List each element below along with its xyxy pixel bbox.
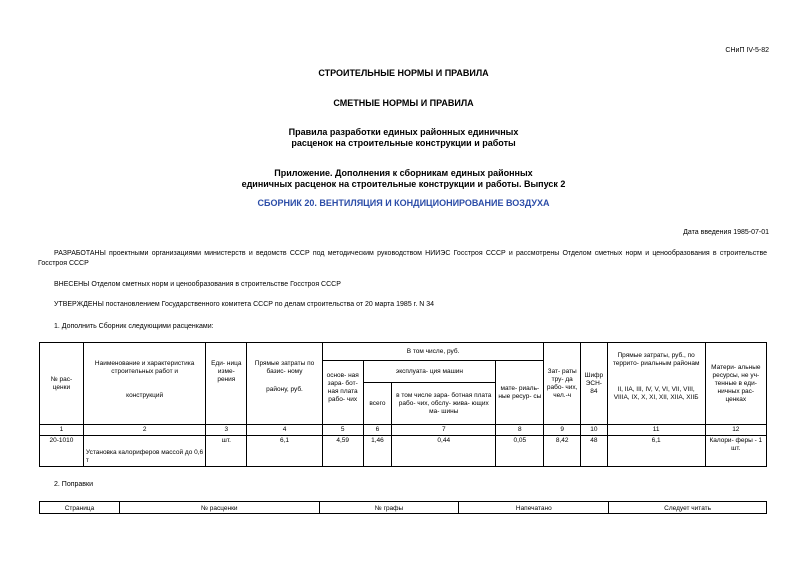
- intro-date: Дата введения 1985-07-01: [683, 229, 769, 236]
- header-labor-costs: Зат- раты тру- да рабо- чих, чел.-ч: [544, 343, 581, 425]
- header-work-name: [83, 343, 206, 425]
- title-estimate-norms: СМЕТНЫЕ НОРМЫ И ПРАВИЛА: [333, 98, 474, 108]
- cell-work-name: Установка калориферов массой до 0,6 т: [83, 436, 206, 467]
- column-number: 6: [363, 425, 392, 436]
- cell-machine-operator-wage: 0,44: [392, 436, 496, 467]
- cell-unaccounted-materials: Калори- феры - 1 шт.: [705, 436, 766, 467]
- column-number: 5: [322, 425, 363, 436]
- cell-rate-number: 20-1010: [40, 436, 84, 467]
- header-unit: Еди- ница изме- рения: [206, 343, 247, 425]
- header-direct-costs: [247, 343, 323, 425]
- header-regional-costs-line1: Прямые затраты, руб., по террито- риальным районам: [612, 352, 700, 367]
- title-appendix-line1: Приложение. Дополнения к сборникам единых районных: [274, 168, 533, 178]
- header-machine-operator-wage: в том числе зара- ботная плата рабо- чих, обслу- жива- ющих ма- шины: [392, 383, 496, 425]
- cell-labor-costs: 8,42: [544, 436, 581, 467]
- paragraph-item1: 1. Дополнить Сборник следующими расценками:: [54, 323, 214, 330]
- header-base-wage: основ- ная зара- бот- ная плата рабо- чих: [322, 361, 363, 425]
- column-number: 1: [40, 425, 84, 436]
- column-numbers-row: [40, 425, 767, 436]
- header-including: В том числе, руб.: [322, 343, 544, 361]
- cell-material-resources: 0,05: [496, 436, 544, 467]
- column-number: 11: [607, 425, 705, 436]
- column-number: 7: [392, 425, 496, 436]
- table-row: [40, 436, 767, 467]
- header-column-number: № графы: [319, 502, 459, 514]
- column-number: 2: [83, 425, 206, 436]
- header-machine-operation: эксплуата- ция машин: [363, 361, 496, 383]
- cell-esn-code: 48: [581, 436, 608, 467]
- column-number: 9: [544, 425, 581, 436]
- rates-table: [39, 342, 767, 467]
- header-should-read: Следует читать: [609, 502, 767, 514]
- cell-direct-costs: 6,1: [247, 436, 323, 467]
- title-rules: [0, 127, 807, 149]
- cell-unit: шт.: [206, 436, 247, 467]
- cell-regional-costs: 6,1: [607, 436, 705, 467]
- corrections-table: [39, 501, 767, 514]
- header-work-name-line2: конструкций: [126, 392, 164, 399]
- header-esn-code: Шифр ЭСН- 84: [581, 343, 608, 425]
- document-code: СНиП IV-5-82: [725, 47, 769, 54]
- title-rules-line1: Правила разработки единых районных единичных: [288, 127, 519, 137]
- column-number: 12: [705, 425, 766, 436]
- column-number: 4: [247, 425, 323, 436]
- column-number: 8: [496, 425, 544, 436]
- title-appendix-line2: единичных расценок на строительные конструкции и работы. Выпуск 2: [241, 179, 566, 189]
- title-appendix: [0, 168, 807, 190]
- paragraph-approved: УТВЕРЖДЕНЫ постановлением Государственного комитета СССР по делам строительства от 20 марта 1985 г. N 34: [54, 301, 435, 308]
- title-collection-link[interactable]: СБОРНИК 20. ВЕНТИЛЯЦИЯ И КОНДИЦИОНИРОВАНИЕ ВОЗДУХА: [257, 198, 550, 208]
- header-rate-number: № рас- ценки: [40, 343, 84, 425]
- header-direct-costs-line2: району, руб.: [266, 386, 303, 393]
- header-regional-costs: [607, 343, 705, 425]
- header-material-resources: мате- риаль- ные ресур- сы: [496, 361, 544, 425]
- header-regional-costs-line2: II, IIA, III, IV, V, VI, VII, VIII, VIIIA, IX, X, XI, XII, XIIA, XIIБ: [613, 386, 699, 401]
- corrections-header-row: [40, 502, 767, 514]
- column-number: 10: [581, 425, 608, 436]
- cell-machines-total: 1,46: [363, 436, 392, 467]
- cell-base-wage: 4,59: [322, 436, 363, 467]
- title-building-norms: СТРОИТЕЛЬНЫЕ НОРМЫ И ПРАВИЛА: [318, 68, 489, 78]
- header-page: Страница: [40, 502, 120, 514]
- header-rate-number: № расценки: [119, 502, 319, 514]
- column-number: 3: [206, 425, 247, 436]
- header-work-name-line1: Наименование и характеристика строительных работ и: [94, 360, 195, 375]
- title-rules-line2: расценок на строительные конструкции и работы: [291, 138, 516, 148]
- paragraph-submitted: ВНЕСЕНЫ Отделом сметных норм и ценообразования в строительстве Госстроя СССР: [54, 281, 341, 288]
- header-machines-total: всего: [363, 383, 392, 425]
- paragraph-developed: РАЗРАБОТАНЫ проектными организациями министерств и ведомств СССР под методическим руководством НИИЭС Госстроя СССР и рассмотрены Отделом сметных норм и ценообразования в строительстве Госстроя СССР: [38, 250, 767, 267]
- paragraph-item2: 2. Поправки: [54, 481, 93, 488]
- header-printed: Напечатано: [459, 502, 609, 514]
- header-direct-costs-line1: Прямые затраты по базис- ному: [254, 360, 315, 375]
- header-unaccounted-materials: Матери- альные ресурсы, не уч- тенные в еди- ничных рас- ценках: [705, 343, 766, 425]
